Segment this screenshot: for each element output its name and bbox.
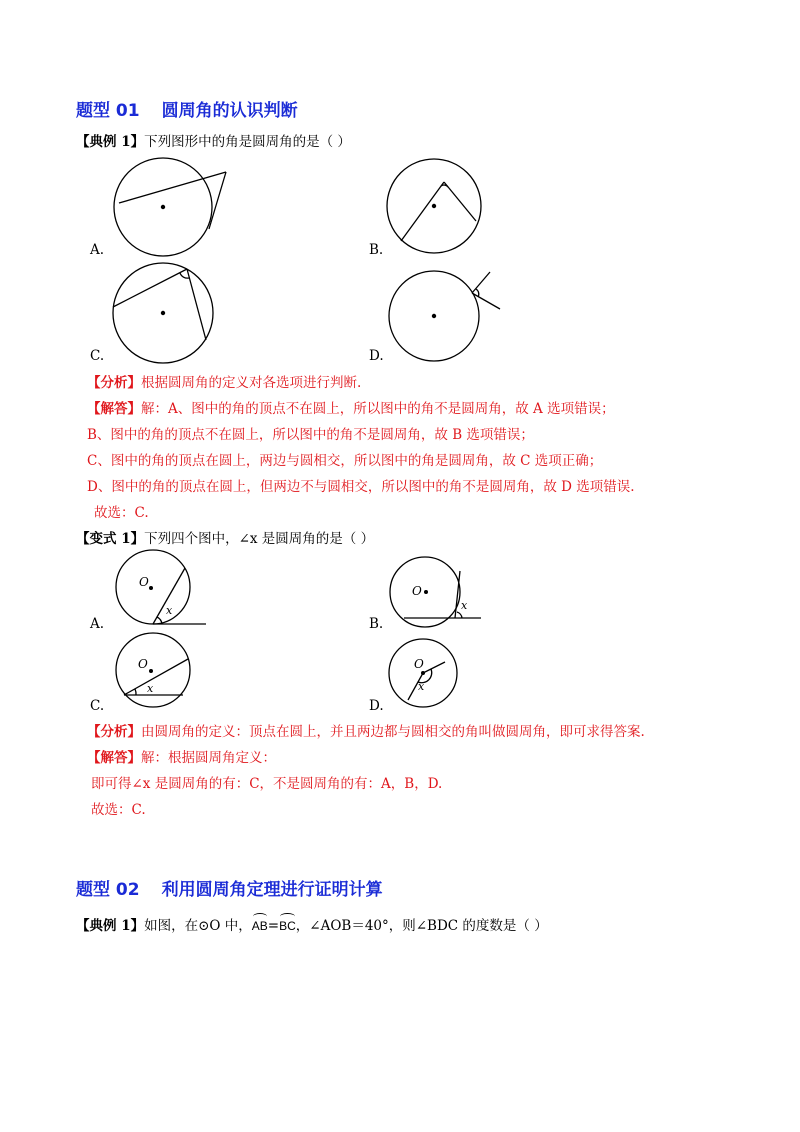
arc-bc-mark	[280, 913, 295, 920]
question-text-part1: 如图，在⊙O 中，	[144, 918, 252, 934]
variant-d-angle-label: x	[418, 680, 425, 693]
variant-option-c[interactable]: C.	[90, 698, 105, 714]
section-number: 题型 01	[76, 101, 140, 121]
question-text: 下列图形中的角是圆周角的是（ ）	[144, 134, 351, 150]
example1-answer-choice: 故选：C.	[94, 505, 149, 521]
variant-option-b[interactable]: B.	[369, 616, 384, 632]
option-b[interactable]: B.	[369, 242, 384, 258]
arc-ab-mark	[253, 913, 267, 920]
section-heading-2	[76, 875, 383, 900]
variant1-answer-choice: 故选：C.	[91, 802, 146, 818]
arc-bc-label: BC	[279, 919, 296, 933]
section-number: 题型 02	[76, 880, 140, 900]
option-c[interactable]: C.	[90, 348, 105, 364]
analysis-tag: 【分析】	[87, 375, 141, 391]
arc-equals: =	[267, 918, 280, 934]
section-title: 利用圆周角定理进行证明计算	[161, 880, 383, 900]
arc-ab	[252, 913, 268, 935]
answer-text: 解：A、图中的角的顶点不在圆上，所以图中的角不是圆周角，故 A 选项错误；	[141, 401, 615, 417]
variant1-analysis	[87, 723, 645, 741]
variant-option-a[interactable]: A.	[90, 616, 105, 632]
example1-answer-line-3: C、图中的角的顶点在圆上，两边与圆相交，所以图中的角是圆周角，故 C 选项正确；	[87, 453, 603, 469]
variant1-answer-line-1	[87, 749, 276, 767]
variant-b-angle-label: x	[461, 599, 468, 612]
example1-answer-line-4: D、图中的角的顶点在圆上，但两边不与圆相交，所以图中的角不是圆周角，故 D 选项错误.	[87, 479, 635, 495]
option-a[interactable]: A.	[90, 242, 105, 258]
variant-a-angle-label: x	[166, 604, 173, 617]
variant-a-center-label: O	[139, 575, 149, 589]
example-tag: 【典例 1】	[76, 134, 145, 150]
answer-tag: 【解答】	[87, 401, 141, 417]
example1-answer-line-2: B、图中的角的顶点不在圆上，所以图中的角不是圆周角，故 B 选项错误；	[87, 427, 534, 443]
variant-option-d[interactable]: D.	[369, 698, 384, 714]
example2-question	[76, 913, 548, 935]
arc-bc	[279, 913, 296, 935]
variant-c-angle-label: x	[147, 682, 154, 695]
example-tag: 【典例 1】	[76, 918, 145, 934]
option-d[interactable]: D.	[369, 348, 384, 364]
answer-tag: 【解答】	[87, 750, 141, 766]
analysis-text: 根据圆周角的定义对各选项进行判断.	[141, 375, 362, 391]
question-text: 下列四个图中，∠x 是圆周角的是（ ）	[144, 531, 375, 547]
arc-ab-label: AB	[251, 919, 268, 933]
question-text-part2: ，∠AOB＝40°，则∠BDC 的度数是（ ）	[295, 918, 548, 934]
analysis-tag: 【分析】	[87, 724, 141, 740]
variant-tag: 【变式 1】	[76, 531, 145, 547]
analysis-text: 由圆周角的定义：顶点在圆上，并且两边都与圆相交的角叫做圆周角，即可求得答案.	[141, 724, 645, 740]
variant-d-center-label: O	[414, 657, 424, 671]
variant-b-center-label: O	[412, 584, 422, 598]
variant1-answer-line-2: 即可得∠x 是圆周角的有：C，不是圆周角的有：A，B，D.	[91, 776, 443, 792]
answer-text: 解：根据圆周角定义：	[141, 750, 276, 766]
variant-c-center-label: O	[138, 657, 148, 671]
section-title: 圆周角的认识判断	[161, 101, 298, 121]
